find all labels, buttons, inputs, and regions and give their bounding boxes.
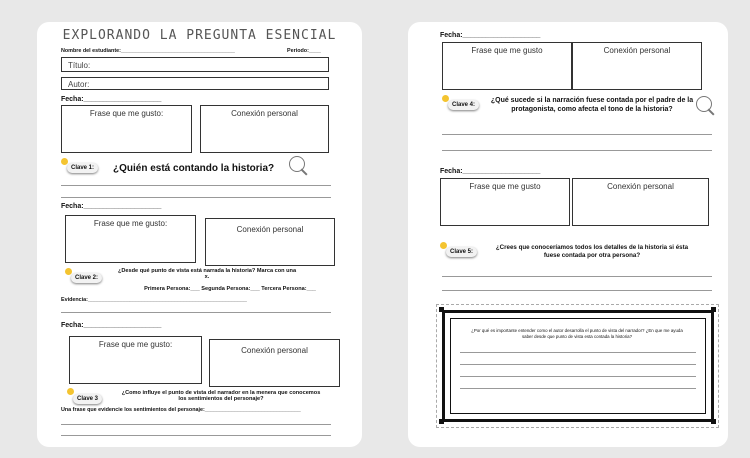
personal-connection-box-1[interactable] xyxy=(200,105,329,153)
lightbulb-icon xyxy=(442,95,449,102)
clue-2-options[interactable]: Primera Persona:___ Segunda Persona:___ Tercera Persona:___ xyxy=(144,286,316,292)
lightbulb-icon xyxy=(67,388,74,395)
clue-5-tag: Clave 5: xyxy=(446,247,477,257)
frame-corner xyxy=(439,419,444,424)
frame-corner xyxy=(711,419,716,424)
clue-1-question: ¿Quién está contando la historia? xyxy=(113,163,275,174)
magnifier-icon xyxy=(289,156,305,172)
worksheet-page-2 xyxy=(408,22,728,447)
favorite-quote-box-5[interactable] xyxy=(440,178,570,226)
personal-connection-box-2[interactable] xyxy=(205,218,335,266)
clue-3-question: ¿Como influye el punto de vista del narrador en la menera que conocemos los sentimientos del personaje? xyxy=(121,390,321,402)
frame-corner xyxy=(439,307,444,312)
favorite-quote-label: Frase que me gusto: xyxy=(98,340,173,349)
answer-line[interactable] xyxy=(442,150,712,151)
clue-5-question: ¿Crees que conoceríamos todos los detalles de la historia si ésta fuese contada por otra persona? xyxy=(495,244,689,259)
date-label-4: Fecha:____________________ xyxy=(440,32,541,39)
period-label: Periodo:____ xyxy=(287,48,321,54)
lightbulb-icon xyxy=(440,242,447,249)
clue-1-tag: Clave 1: xyxy=(67,163,98,173)
answer-line[interactable] xyxy=(442,276,712,277)
clue-2-question: ¿Desde qué punto de vista está narrada la historia? Marca con una x. xyxy=(117,268,297,280)
answer-line[interactable] xyxy=(61,424,331,425)
reflection-question: ¿Por qué es importante entender como el autor desarrolla el punto de vista del narrador? ¿En que me ayuda saber desde que punto de vista esta contada la historia? xyxy=(471,328,683,339)
clue-4-question: ¿Qué sucede si la narración fuese contada por el padre de la protagonista, como afecta el tono de la historia? xyxy=(490,97,694,113)
favorite-quote-box-3[interactable] xyxy=(69,336,202,384)
answer-line[interactable] xyxy=(61,197,331,198)
magnifier-icon xyxy=(696,96,712,112)
date-label-1: Fecha:____________________ xyxy=(61,96,162,103)
date-label-2: Fecha:____________________ xyxy=(61,203,162,210)
personal-connection-label: Conexión personal xyxy=(607,182,674,191)
clue-3-tag: Clave 3 xyxy=(73,394,102,404)
answer-line[interactable] xyxy=(61,312,331,313)
date-label-5: Fecha:____________________ xyxy=(440,168,541,175)
answer-line[interactable] xyxy=(460,364,696,365)
favorite-quote-box-4[interactable] xyxy=(442,42,572,90)
personal-connection-label: Conexión personal xyxy=(231,109,298,118)
personal-connection-box-4[interactable] xyxy=(572,42,702,90)
personal-connection-box-5[interactable] xyxy=(572,178,709,226)
answer-line[interactable] xyxy=(460,376,696,377)
author-field-label: Autor: xyxy=(68,80,90,89)
favorite-quote-label: Frase que me gusto: xyxy=(93,219,168,228)
answer-line[interactable] xyxy=(442,290,712,291)
clue-4-tag: Clave 4: xyxy=(448,100,479,110)
clue-2-tag: Clave 2: xyxy=(71,273,102,283)
lightbulb-icon xyxy=(61,158,68,165)
lightbulb-icon xyxy=(65,268,72,275)
date-label-3: Fecha:____________________ xyxy=(61,322,162,329)
title-field-label: Título: xyxy=(68,61,91,70)
title-field[interactable] xyxy=(61,57,329,72)
answer-line[interactable] xyxy=(442,134,712,135)
favorite-quote-label: Frase que me gusto: xyxy=(89,109,164,118)
clue-3-evidence-label: Una frase que evidencie los sentimientos del personaje:________________________________ xyxy=(61,407,301,413)
worksheet-page-1 xyxy=(37,22,362,447)
answer-line[interactable] xyxy=(61,435,331,436)
answer-line[interactable] xyxy=(460,352,696,353)
favorite-quote-label: Frase que me gusto xyxy=(469,182,541,191)
personal-connection-box-3[interactable] xyxy=(209,339,340,387)
page-title: EXPLORANDO LA PREGUNTA ESENCIAL xyxy=(62,28,337,43)
answer-line[interactable] xyxy=(460,388,696,389)
frame-corner xyxy=(711,307,716,312)
evidence-label: Evidencia:_____________________________________________________ xyxy=(61,297,247,303)
personal-connection-label: Conexión personal xyxy=(603,46,671,55)
personal-connection-label: Conexión personal xyxy=(241,346,308,355)
favorite-quote-box-2[interactable] xyxy=(65,215,196,263)
author-field[interactable] xyxy=(61,77,329,90)
student-name-label: Nombre del estudiante:______________________________________ xyxy=(61,48,235,54)
favorite-quote-label: Frase que me gusto xyxy=(471,46,543,55)
personal-connection-label: Conexión personal xyxy=(236,225,304,234)
favorite-quote-box-1[interactable] xyxy=(61,105,192,153)
answer-line[interactable] xyxy=(61,185,331,186)
